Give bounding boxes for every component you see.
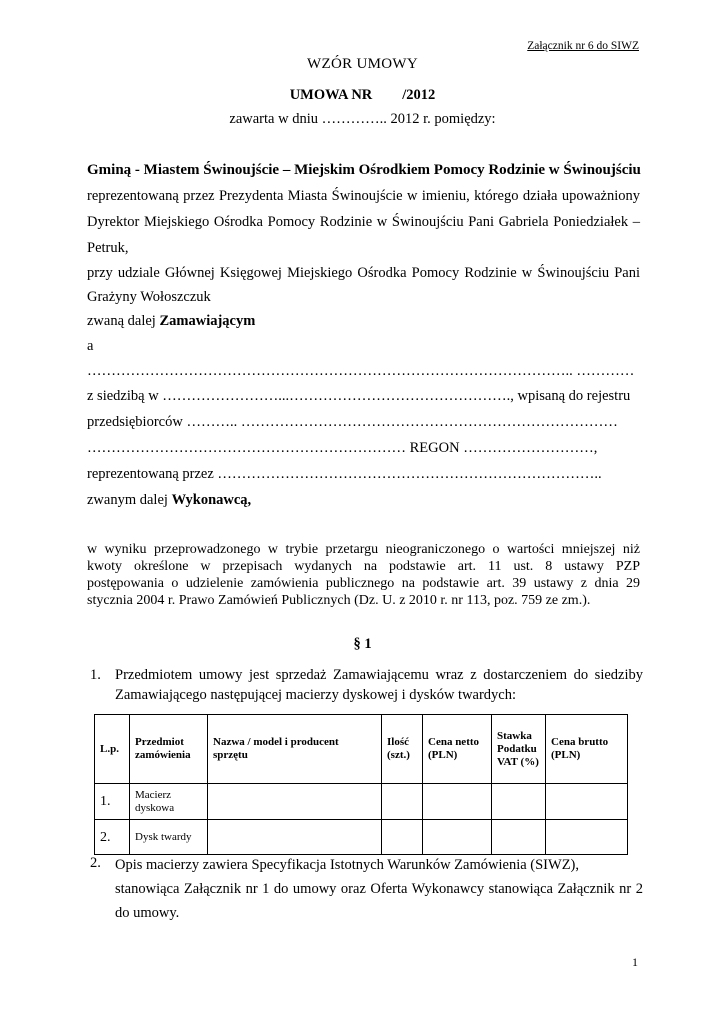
header-quantity: Ilość (szt.) (382, 715, 423, 784)
party1-line-2: Dyrektor Miejskiego Ośrodka Pomocy Rodzinie w Świnoujściu Pani Gabriela Poniedziałek – (87, 214, 640, 230)
header-gross-price: Cena brutto (PLN) (546, 715, 628, 784)
intro-line-2: kwoty określone w przepisach wydanych na podstawie art. 11 ust. 8 ustawy PZP (87, 559, 640, 574)
party1-role-name: Zamawiającym (159, 313, 256, 329)
list-item-2-number: 2. (90, 855, 101, 871)
document-title: WZÓR UMOWY (307, 56, 418, 72)
conjunction-a: a (87, 338, 94, 354)
party1-line-5: Grażyny Wołoszczuk (87, 289, 211, 305)
row-lp: 2. (95, 820, 130, 855)
party2-seat-line: z siedzibą w ……………………...………………………………………., wpisaną do rejestru (87, 388, 631, 404)
table-row (95, 820, 628, 855)
row-quantity (382, 820, 423, 855)
list-item-2 (90, 853, 643, 919)
page-number: 1 (632, 955, 638, 969)
contract-number-suffix: /2012 (402, 87, 436, 103)
row-vat (492, 820, 546, 855)
contract-number-prefix: UMOWA NR (289, 87, 373, 103)
intro-line-3: postępowania o udzielenie zamówienia publicznego na podstawie art. 39 ustawy z dnia 29 (87, 576, 640, 591)
contract-date-line: zawarta w dniu ………….. 2012 r. pomiędzy: (229, 111, 496, 127)
list-item-2-line-1: Opis macierzy zawiera Specyfikacja Istotnych Warunków Zamówienia (SIWZ), (115, 857, 579, 873)
row-lp: 1. (95, 784, 130, 820)
party1-line-3: Petruk, (87, 240, 129, 256)
contract-number (0, 87, 725, 104)
header-net-price: Cena netto (PLN) (423, 715, 492, 784)
list-item-1-number: 1. (90, 667, 101, 683)
row-model (208, 820, 382, 855)
party2-role-prefix: zwanym dalej (87, 492, 172, 508)
intro-paragraph (87, 541, 640, 609)
row-quantity (382, 784, 423, 820)
party1-line-1: reprezentowaną przez Prezydenta Miasta Świnoujście w imieniu, którego działa upoważniony (87, 188, 640, 204)
header-vat: Stawka Podatku VAT (%) (492, 715, 546, 784)
list-item-1-line-1: Przedmiotem umowy jest sprzedaż Zamawiającemu wraz z dostarczeniem do siedziby (115, 667, 643, 683)
row-net-price (423, 820, 492, 855)
party2-role-name: Wykonawcą, (171, 492, 252, 508)
row-item: Macierz dyskowa (130, 784, 208, 820)
order-table (94, 714, 628, 855)
intro-line-1: w wyniku przeprowadzonego w trybie przetargu nieograniczonego o wartości mniejszej niż (87, 542, 640, 557)
row-net-price (423, 784, 492, 820)
party2-register-line: przedsiębiorców ……….. …………………………………………………………………… (87, 414, 618, 430)
row-gross-price (546, 820, 628, 855)
party2-regon-line: ………………………………………………………… REGON ………………………, (87, 440, 598, 456)
list-item-1 (90, 665, 643, 709)
table-row (95, 784, 628, 820)
list-item-2-line-2: stanowiąca Załącznik nr 1 do umowy oraz Oferta Wykonawcy stanowiąca Załącznik nr 2 (115, 881, 643, 897)
intro-line-4: stycznia 2004 r. Prawo Zamówień Publicznych (Dz. U. z 2010 r. nr 113, poz. 759 ze zm.). (87, 593, 591, 608)
list-item-2-line-3: do umowy. (115, 905, 180, 921)
row-gross-price (546, 784, 628, 820)
row-model (208, 784, 382, 820)
section-heading: § 1 (353, 636, 372, 652)
party1-line-4: przy udziale Głównej Księgowej Miejskiego Ośrodka Pomocy Rodzinie w Świnoujściu Pani (87, 265, 640, 281)
header-item: Przedmiot zamówienia (130, 715, 208, 784)
party1-name: Gminą - Miastem Świnoujście – Miejskim Ośrodkiem Pomocy Rodzinie w Świnoujściu (87, 162, 641, 178)
row-item: Dysk twardy (130, 820, 208, 855)
row-vat (492, 784, 546, 820)
annex-label: Załącznik nr 6 do SIWZ (527, 40, 639, 52)
header-model: Nazwa / model i producent sprzętu (208, 715, 382, 784)
party2-role (87, 492, 251, 509)
party1-role-prefix: zwaną dalej (87, 313, 160, 329)
header-lp: L.p. (95, 715, 130, 784)
table-header-row (95, 715, 628, 784)
party1-role (87, 313, 255, 330)
party2-representative-line: reprezentowaną przez …………………………………………………………………….. (87, 466, 602, 482)
list-item-1-line-2: Zamawiającego następującej macierzy dyskowej i dysków twardych: (115, 687, 517, 703)
party2-name-placeholder: ……………………………………………………………………………………….. ………… (87, 363, 635, 379)
